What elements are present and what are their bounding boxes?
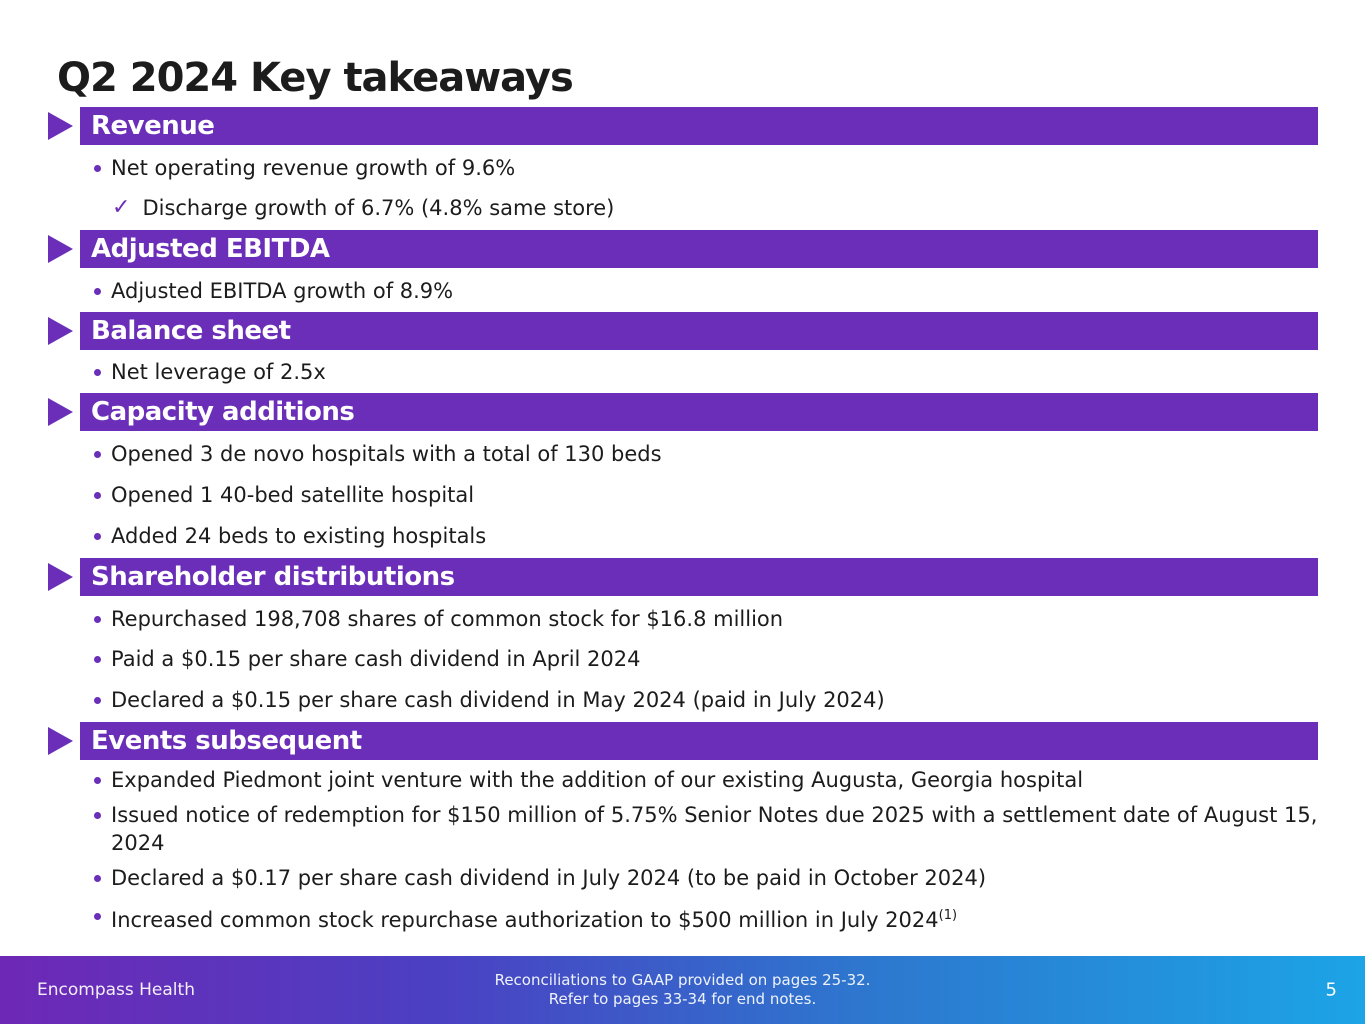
list-item — [94, 801, 1318, 857]
list-item — [94, 645, 1318, 673]
company-name: Encompass Health — [37, 980, 195, 1000]
bullet-dot-icon — [94, 165, 101, 172]
list-item — [94, 277, 1318, 305]
bullet-dot-icon — [94, 451, 101, 458]
bullet-dot-icon — [94, 875, 101, 882]
section-header-shareholder-distributions — [48, 558, 1318, 596]
bullet-dot-icon — [94, 697, 101, 704]
right-triangle-icon — [48, 563, 73, 591]
bullet-text: Opened 1 40-bed satellite hospital — [111, 483, 475, 507]
bullet-dot-icon — [94, 533, 101, 540]
bullet-text: Adjusted EBITDA growth of 8.9% — [111, 279, 454, 303]
section-header-label: Balance sheet — [80, 312, 1318, 350]
list-item — [94, 440, 1318, 468]
bullet-dot-icon — [94, 913, 101, 920]
list-item — [94, 902, 1318, 934]
bullet-text: Paid a $0.15 per share cash dividend in April 2024 — [111, 647, 641, 671]
bullet-text: Added 24 beds to existing hospitals — [111, 524, 487, 548]
right-triangle-icon — [48, 235, 73, 263]
list-item — [94, 358, 1318, 386]
section-header-capacity-additions — [48, 393, 1318, 431]
footer-note-line-1: Reconciliations to GAAP provided on pages 25-32. — [494, 971, 871, 989]
section-header-label: Capacity additions — [80, 393, 1318, 431]
bullet-dot-icon — [94, 616, 101, 623]
bullet-text: Net operating revenue growth of 9.6% — [111, 156, 516, 180]
right-triangle-icon — [48, 727, 73, 755]
bullet-text: Declared a $0.15 per share cash dividend in May 2024 (paid in July 2024) — [111, 688, 885, 712]
right-triangle-icon — [48, 398, 73, 426]
footer-notes — [0, 971, 1365, 1009]
list-item — [94, 522, 1318, 550]
footnote-marker: (1) — [938, 908, 958, 923]
section-header-adjusted-ebitda — [48, 230, 1318, 268]
list-item — [94, 766, 1318, 794]
bullet-text: Discharge growth of 6.7% (4.8% same store) — [142, 196, 615, 220]
bullet-main-text: Increased common stock repurchase authorization to $500 million in July 2024 — [111, 908, 939, 932]
bullet-dot-icon — [94, 492, 101, 499]
page-title: Q2 2024 Key takeaways — [57, 55, 573, 101]
check-icon: ✓ — [112, 195, 131, 220]
bullet-text: Expanded Piedmont joint venture with the addition of our existing Augusta, Georgia hospital — [111, 768, 1084, 792]
section-header-label: Revenue — [80, 107, 1318, 145]
slide-content — [0, 55, 1365, 934]
section-header-balance-sheet — [48, 312, 1318, 350]
bullet-dot-icon — [94, 812, 101, 819]
bullet-text: Issued notice of redemption for $150 million of 5.75% Senior Notes due 2025 with a settlement date of August 15, 2024 — [111, 803, 1318, 855]
bullet-dot-icon — [94, 777, 101, 784]
section-header-label: Adjusted EBITDA — [80, 230, 1318, 268]
section-header-events-subsequent — [48, 722, 1318, 760]
bullet-text: Repurchased 198,708 shares of common stock for $16.8 million — [111, 607, 784, 631]
list-item — [112, 194, 1318, 222]
bullet-text: Opened 3 de novo hospitals with a total of 130 beds — [111, 442, 662, 466]
bullet-text: Declared a $0.17 per share cash dividend in July 2024 (to be paid in October 2024) — [111, 866, 987, 890]
bullet-dot-icon — [94, 369, 101, 376]
list-item — [94, 605, 1318, 633]
footer-bar — [0, 956, 1365, 1024]
bullet-text: Net leverage of 2.5x — [111, 360, 326, 384]
right-triangle-icon — [48, 112, 73, 140]
bullet-dot-icon — [94, 656, 101, 663]
bullet-dot-icon — [94, 288, 101, 295]
list-item — [94, 154, 1318, 182]
list-item — [94, 686, 1318, 714]
footer-note-line-2: Refer to pages 33-34 for end notes. — [548, 990, 817, 1008]
bullet-text — [111, 902, 1318, 934]
list-item — [94, 481, 1318, 509]
list-item — [94, 864, 1318, 892]
section-header-label: Shareholder distributions — [80, 558, 1318, 596]
section-header-label: Events subsequent — [80, 722, 1318, 760]
section-header-revenue — [48, 107, 1318, 145]
right-triangle-icon — [48, 317, 73, 345]
page-number: 5 — [1325, 979, 1337, 1001]
